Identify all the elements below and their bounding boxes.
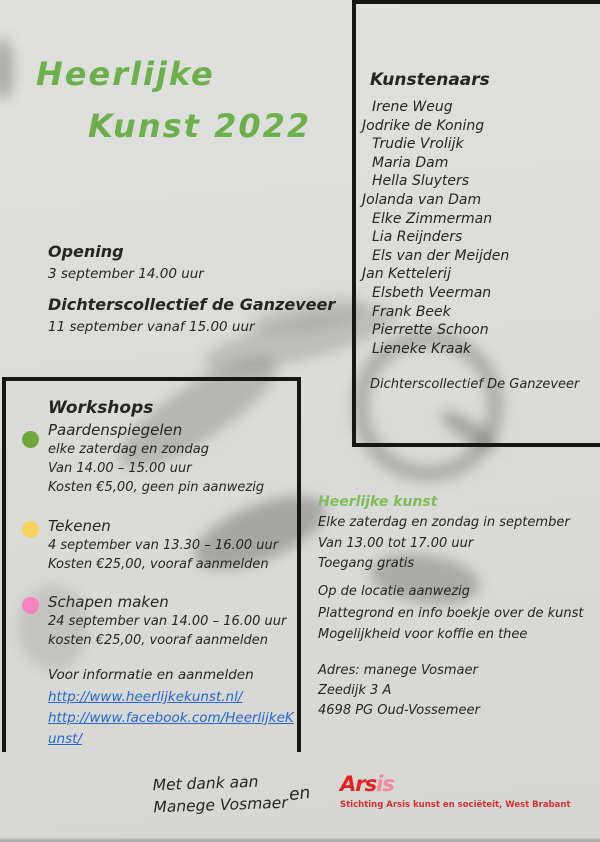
event-info-line: Van 13.00 tot 17.00 uur [318, 535, 474, 551]
list-item: Irene Weug [372, 99, 453, 115]
thanks-line2: Manege Vosmaer [153, 793, 288, 817]
arsis-tagline: Stichting Arsis kunst en sociëteit, West Brabant [340, 800, 571, 810]
list-item: Jan Kettelerij [362, 266, 451, 283]
pink-bullet-icon [22, 597, 39, 614]
event-info-section [318, 494, 596, 575]
list-item: Hella Sluyters [372, 173, 470, 190]
workshop-title: Schapen maken [48, 593, 169, 611]
workshop-title: Paardenspiegelen [48, 421, 183, 439]
workshop-paardenspiegelen [48, 421, 298, 497]
workshop-title: Tekenen [48, 517, 111, 535]
workshop-detail: 4 september van 13.30 – 16.00 uur [48, 538, 279, 553]
heerlijkekunst-link[interactable]: http://www.heerlijkekunst.nl/ [48, 689, 243, 705]
list-item: Jodrike de Koning [362, 117, 485, 134]
facebook-link[interactable]: http://www.facebook.com/HeerlijkeKunst/ [48, 710, 294, 747]
address-section [318, 661, 596, 721]
location-info-line: Mogelijkheid voor koffie en thee [318, 627, 528, 642]
kunstenaars-list [362, 98, 510, 358]
arsis-logo-text [340, 772, 571, 796]
page-bottom-edge [0, 838, 600, 842]
poster-title-line1: Heerlijke [36, 55, 215, 93]
workshop-schapen-maken [48, 593, 298, 650]
links-block [48, 687, 300, 750]
arsis-logo-pink: is [376, 772, 394, 796]
address-line: Adres: manege Vosmaer [318, 663, 478, 678]
arsis-logo-red: Ars [340, 772, 377, 796]
list-item: Maria Dam [372, 154, 449, 171]
opening-date: 3 september 14.00 uur [48, 266, 204, 282]
list-item: Pierrette Schoon [372, 322, 489, 339]
opening-heading: Opening [48, 242, 124, 261]
location-info-line: Op de locatie aanwezig [318, 584, 471, 599]
list-item: Elke Zimmerman [372, 210, 493, 227]
list-item: Lieneke Kraak [372, 340, 472, 357]
location-info-section [318, 581, 596, 646]
kunstenaars-heading: Kunstenaars [370, 70, 490, 90]
workshop-detail: Van 14.00 – 15.00 uur [48, 461, 192, 476]
green-bullet-icon [22, 431, 39, 448]
thanks-line1: Met dank aan [152, 772, 259, 795]
opening-section [48, 242, 335, 348]
yellow-bullet-icon [22, 521, 39, 538]
list-item: Trudie Vrolijk [372, 136, 464, 153]
poster-title [36, 48, 311, 152]
address-line: Zeedijk 3 A [318, 683, 392, 698]
list-item: Elsbeth Veerman [372, 284, 492, 301]
conjunction-text: en [288, 782, 312, 806]
event-info-line: Elke zaterdag en zondag in september [318, 515, 570, 530]
workshop-detail: Kosten €5,00, geen pin aanwezig [48, 480, 265, 495]
workshop-tekenen [48, 517, 298, 574]
dichterscollectief-heading: Dichterscollectief de Ganzeveer [48, 295, 336, 314]
thanks-text [152, 770, 288, 819]
list-item: Els van der Meijden [372, 247, 510, 264]
location-info-line: Plattegrond en info boekje over de kunst [318, 605, 584, 621]
list-item: Jolanda van Dam [362, 191, 482, 208]
workshop-detail: elke zaterdag en zondag [48, 442, 209, 457]
kunstenaars-box [352, 0, 600, 447]
info-label: Voor informatie en aanmelden [48, 667, 254, 683]
poster-title-line2: Kunst 2022 [88, 107, 312, 145]
dichterscollectief-date: 11 september vanaf 15.00 uur [48, 319, 255, 335]
event-info-line: Toegang gratis [318, 556, 415, 571]
event-info-heading: Heerlijke kunst [318, 494, 438, 510]
list-item: Lia Reijnders [372, 229, 463, 246]
list-item: Frank Beek [372, 303, 451, 320]
workshop-detail: 24 september van 14.00 – 16.00 uur [48, 614, 287, 629]
arsis-logo [340, 772, 571, 810]
workshop-detail: kosten €25,00, vooraf aanmelden [48, 633, 269, 648]
address-line: 4698 PG Oud-Vossemeer [318, 703, 480, 718]
kunstenaars-footer: Dichterscollectief De Ganzeveer [370, 377, 580, 392]
workshop-detail: Kosten €25,00, vooraf aanmelden [48, 557, 269, 572]
workshops-box [2, 377, 301, 752]
workshops-heading: Workshops [48, 398, 154, 418]
